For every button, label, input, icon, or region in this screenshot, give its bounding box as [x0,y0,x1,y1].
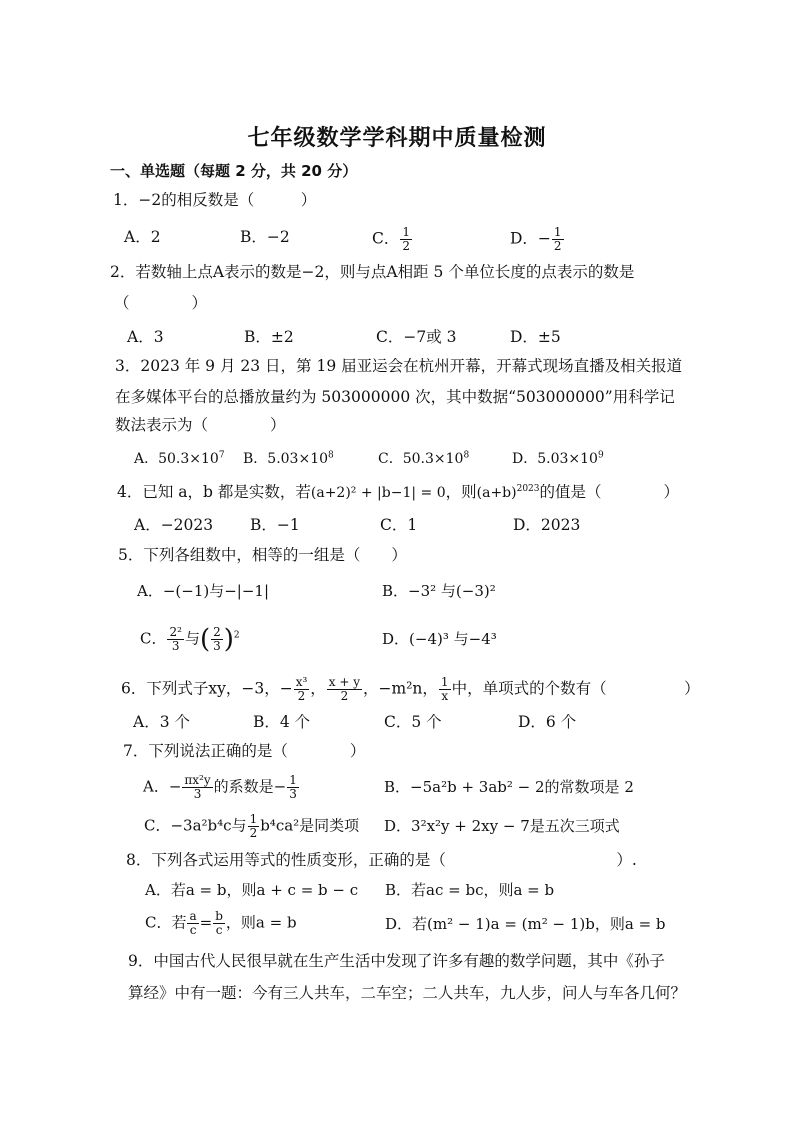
q5-option-a: A．−(−1)与−|−1| [137,582,270,600]
q2-option-d: D．±5 [510,328,561,346]
question-9-line-2: 算经》中有一题：今有三人共车，二车空；二人共车，九人步，问人与车各几何？ [128,984,687,1002]
question-2-paren: （ ） [114,294,208,312]
section-heading: 一、单选题（每题 2 分，共 20 分） [110,162,358,180]
q6-option-c: C．5 个 [384,713,442,731]
q4-option-a: A．−2023 [134,516,214,534]
q5-option-d: D．(−4)³ 与−4³ [382,630,497,648]
q7-option-a: A．− $\frac{\text{πx²y}}{3}$ 的系数是− $\frac{1}{3}$ [143,773,297,801]
q3-option-d: D．$5.03\times 10^9$ [512,450,604,467]
q5-option-c: C． $\frac{\text{2²}}{3}$ 与( $\frac{2}{3}$ )$^2$ [140,624,240,655]
q8-option-a: A．若a = b，则a + c = b − c [145,881,359,899]
question-3-line-3: 数法表示为（ ） [115,416,286,434]
question-9-line-1: 9．中国古代人民很早就在生产生活中发现了许多有趣的数学问题，其中《孙子 [128,952,665,970]
q6-option-b: B．4 个 [253,713,311,731]
q1-option-d: D．− $\frac{1}{2}$ [510,225,562,253]
q7-option-c: C．−3a²b⁴c与 $\frac{1}{2}$ b⁴ca²是同类项 [144,812,360,840]
question-8-stem: 8．下列各式运用等式的性质变形，正确的是（ ）. [126,851,637,869]
question-4-stem: 4．已知 a，b 都是实数，若(a+2)² + |b−1| = 0，则$(a+b)^{2023}$的值是（ ） [117,483,680,501]
q3-option-b: B．$5.03\times 10^8$ [243,450,334,467]
q7-option-d: D．3²x²y + 2xy − 7是五次三项式 [384,817,620,835]
q3-option-c: C．$50.3\times 10^8$ [378,450,470,467]
question-5-stem: 5．下列各组数中，相等的一组是（ ） [118,546,407,564]
q5-option-b: B．−3² 与(−3)² [382,582,496,600]
question-7-stem: 7．下列说法正确的是（ ） [123,742,366,760]
q8-option-c: C．若 $\frac{a}{c}$ = $\frac{b}{c}$ ，则a = b [145,909,297,937]
question-2-stem: 2．若数轴上点A表示的数是−2，则与点A相距 5 个单位长度的点表示的数是 [110,263,635,281]
q8-option-b: B．若ac = bc，则a = b [385,881,555,899]
q4-option-b: B．−1 [250,516,300,534]
q1-option-b: B．−2 [240,228,290,246]
q2-option-a: A．3 [127,328,164,346]
q7-option-b: B．−5a²b + 3ab² − 2的常数项是 2 [384,778,634,796]
q2-option-b: B．±2 [244,328,294,346]
q1-option-c: C． $\frac{1}{2}$ [372,225,411,253]
question-3-line-2: 在多媒体平台的总播放量约为 503000000 次，其中数据“503000000”用科学记 [115,388,675,406]
question-3-line-1: 3．2023 年 9 月 23 日，第 19 届亚运会在杭州开幕，开幕式现场直播及相关报道 [115,357,683,375]
q4-option-c: C．1 [380,516,418,534]
question-1-stem: 1．−2的相反数是（ ） [113,191,317,209]
question-6-stem: 6．下列式子xy，−3，− $\frac{\text{x³}}{2}$ ， $\frac{x + y}{2}$ ，−m²n， $\frac{1}{x}$ 中，单项式的个数有（ ） [121,675,700,703]
q8-option-d: D．若(m² − 1)a = (m² − 1)b，则a = b [385,915,666,933]
q6-option-d: D．6 个 [518,713,577,731]
page-title: 七年级数学学科期中质量检测 [247,126,547,151]
q1-option-a: A．2 [124,228,161,246]
q3-option-a: A．$50.3\times 10^7$ [134,450,225,467]
q6-option-a: A．3 个 [133,713,190,731]
q4-option-d: D．2023 [513,516,581,534]
q2-option-c: C．−7或 3 [376,328,457,346]
